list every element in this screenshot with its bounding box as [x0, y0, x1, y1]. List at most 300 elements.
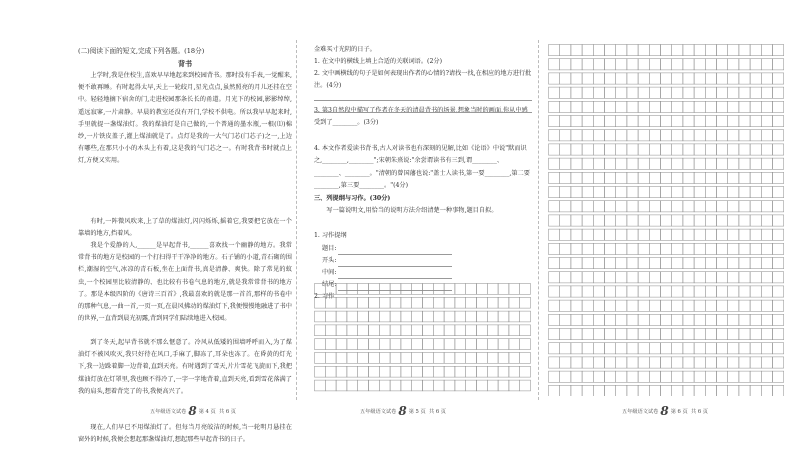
grid-cell[interactable]: [649, 272, 660, 283]
grid-cell[interactable]: [638, 187, 649, 198]
grid-cell[interactable]: [649, 144, 660, 155]
grid-cell[interactable]: [549, 187, 560, 198]
grid-cell[interactable]: [683, 357, 694, 368]
grid-cell[interactable]: [638, 144, 649, 155]
grid-cell[interactable]: [379, 325, 390, 336]
grid-cell[interactable]: [761, 73, 772, 84]
grid-cell[interactable]: [649, 258, 660, 269]
grid-cell[interactable]: [739, 172, 750, 183]
grid-cell[interactable]: [638, 371, 649, 382]
grid-cell[interactable]: [761, 329, 772, 340]
grid-cell[interactable]: [739, 343, 750, 354]
grid-cell[interactable]: [616, 116, 627, 127]
grid-cell[interactable]: [627, 172, 638, 183]
grid-cell[interactable]: [694, 258, 705, 269]
outline-field-opening[interactable]: 开头:: [322, 255, 452, 267]
grid-cell[interactable]: [336, 339, 347, 350]
grid-cell[interactable]: [582, 158, 593, 169]
grid-cell[interactable]: [750, 314, 761, 325]
grid-cell[interactable]: [433, 325, 444, 336]
grid-cell[interactable]: [705, 130, 716, 141]
grid-cell[interactable]: [582, 300, 593, 311]
grid-cell[interactable]: [401, 325, 412, 336]
grid-cell[interactable]: [761, 286, 772, 297]
grid-cell[interactable]: [616, 172, 627, 183]
grid-cell[interactable]: [616, 371, 627, 382]
grid-cell[interactable]: [694, 243, 705, 254]
grid-cell[interactable]: [401, 380, 412, 391]
grid-cell[interactable]: [616, 187, 627, 198]
grid-cell[interactable]: [593, 45, 604, 56]
grid-cell[interactable]: [487, 339, 498, 350]
grid-cell[interactable]: [560, 385, 571, 396]
grid-cell[interactable]: [560, 116, 571, 127]
grid-cell[interactable]: [487, 325, 498, 336]
grid-cell[interactable]: [728, 130, 739, 141]
grid-cell[interactable]: [672, 385, 683, 396]
grid-cell[interactable]: [325, 366, 336, 377]
grid-cell[interactable]: [444, 353, 455, 364]
grid-cell[interactable]: [325, 353, 336, 364]
grid-cell[interactable]: [649, 130, 660, 141]
grid-cell[interactable]: [347, 284, 358, 295]
grid-cell[interactable]: [466, 366, 477, 377]
grid-cell[interactable]: [761, 45, 772, 56]
grid-cell[interactable]: [649, 385, 660, 396]
grid-cell[interactable]: [593, 187, 604, 198]
grid-cell[interactable]: [369, 339, 380, 350]
grid-cell[interactable]: [661, 314, 672, 325]
grid-cell[interactable]: [750, 158, 761, 169]
grid-cell[interactable]: [315, 284, 326, 295]
grid-cell[interactable]: [549, 272, 560, 283]
grid-cell[interactable]: [739, 371, 750, 382]
grid-cell[interactable]: [773, 385, 784, 396]
grid-cell[interactable]: [549, 300, 560, 311]
grid-cell[interactable]: [728, 187, 739, 198]
grid-cell[interactable]: [605, 357, 616, 368]
grid-cell[interactable]: [750, 187, 761, 198]
grid-cell[interactable]: [739, 87, 750, 98]
grid-cell[interactable]: [638, 357, 649, 368]
grid-cell[interactable]: [661, 343, 672, 354]
grid-cell[interactable]: [582, 229, 593, 240]
grid-cell[interactable]: [694, 87, 705, 98]
grid-cell[interactable]: [549, 258, 560, 269]
grid-cell[interactable]: [616, 314, 627, 325]
grid-cell[interactable]: [560, 371, 571, 382]
grid-cell[interactable]: [582, 101, 593, 112]
grid-cell[interactable]: [649, 357, 660, 368]
grid-cell[interactable]: [773, 229, 784, 240]
grid-cell[interactable]: [661, 329, 672, 340]
grid-cell[interactable]: [582, 59, 593, 70]
grid-cell[interactable]: [390, 297, 401, 308]
grid-cell[interactable]: [605, 243, 616, 254]
grid-cell[interactable]: [638, 45, 649, 56]
grid-cell[interactable]: [672, 187, 683, 198]
grid-cell[interactable]: [616, 243, 627, 254]
grid-cell[interactable]: [487, 284, 498, 295]
grid-cell[interactable]: [616, 229, 627, 240]
grid-cell[interactable]: [605, 87, 616, 98]
grid-cell[interactable]: [649, 243, 660, 254]
grid-cell[interactable]: [560, 343, 571, 354]
grid-cell[interactable]: [683, 59, 694, 70]
grid-cell[interactable]: [423, 297, 434, 308]
grid-cell[interactable]: [761, 215, 772, 226]
grid-cell[interactable]: [593, 116, 604, 127]
grid-cell[interactable]: [649, 201, 660, 212]
grid-cell[interactable]: [593, 258, 604, 269]
grid-cell[interactable]: [672, 258, 683, 269]
grid-cell[interactable]: [750, 385, 761, 396]
grid-cell[interactable]: [379, 311, 390, 322]
grid-cell[interactable]: [605, 329, 616, 340]
grid-cell[interactable]: [761, 371, 772, 382]
grid-cell[interactable]: [444, 339, 455, 350]
grid-cell[interactable]: [379, 366, 390, 377]
grid-cell[interactable]: [369, 353, 380, 364]
grid-cell[interactable]: [571, 243, 582, 254]
grid-cell[interactable]: [750, 357, 761, 368]
grid-cell[interactable]: [717, 343, 728, 354]
grid-cell[interactable]: [705, 201, 716, 212]
grid-cell[interactable]: [627, 158, 638, 169]
grid-cell[interactable]: [705, 357, 716, 368]
grid-cell[interactable]: [444, 297, 455, 308]
grid-cell[interactable]: [694, 158, 705, 169]
grid-cell[interactable]: [672, 172, 683, 183]
grid-cell[interactable]: [705, 45, 716, 56]
grid-cell[interactable]: [717, 116, 728, 127]
grid-cell[interactable]: [477, 297, 488, 308]
grid-cell[interactable]: [649, 116, 660, 127]
grid-cell[interactable]: [593, 144, 604, 155]
grid-cell[interactable]: [549, 286, 560, 297]
grid-cell[interactable]: [761, 87, 772, 98]
grid-cell[interactable]: [444, 325, 455, 336]
grid-cell[interactable]: [605, 258, 616, 269]
grid-cell[interactable]: [616, 385, 627, 396]
grid-cell[interactable]: [509, 339, 520, 350]
grid-cell[interactable]: [728, 172, 739, 183]
grid-cell[interactable]: [672, 144, 683, 155]
grid-cell[interactable]: [649, 45, 660, 56]
grid-cell[interactable]: [509, 380, 520, 391]
grid-cell[interactable]: [649, 329, 660, 340]
grid-cell[interactable]: [705, 258, 716, 269]
grid-cell[interactable]: [683, 286, 694, 297]
grid-cell[interactable]: [672, 272, 683, 283]
grid-cell[interactable]: [560, 45, 571, 56]
grid-cell[interactable]: [487, 366, 498, 377]
grid-cell[interactable]: [661, 172, 672, 183]
grid-cell[interactable]: [761, 172, 772, 183]
grid-cell[interactable]: [638, 343, 649, 354]
grid-cell[interactable]: [683, 187, 694, 198]
grid-cell[interactable]: [336, 380, 347, 391]
grid-cell[interactable]: [560, 172, 571, 183]
grid-cell[interactable]: [728, 87, 739, 98]
grid-cell[interactable]: [325, 380, 336, 391]
grid-cell[interactable]: [750, 101, 761, 112]
grid-cell[interactable]: [616, 59, 627, 70]
grid-cell[interactable]: [571, 286, 582, 297]
grid-cell[interactable]: [571, 272, 582, 283]
grid-cell[interactable]: [773, 172, 784, 183]
grid-cell[interactable]: [717, 172, 728, 183]
grid-cell[interactable]: [390, 339, 401, 350]
grid-cell[interactable]: [520, 339, 531, 350]
grid-cell[interactable]: [498, 284, 509, 295]
grid-cell[interactable]: [616, 272, 627, 283]
grid-cell[interactable]: [761, 243, 772, 254]
grid-cell[interactable]: [773, 187, 784, 198]
grid-cell[interactable]: [549, 144, 560, 155]
grid-cell[interactable]: [477, 339, 488, 350]
grid-cell[interactable]: [401, 284, 412, 295]
grid-cell[interactable]: [672, 229, 683, 240]
grid-cell[interactable]: [560, 329, 571, 340]
grid-cell[interactable]: [520, 366, 531, 377]
grid-cell[interactable]: [358, 311, 369, 322]
grid-cell[interactable]: [433, 311, 444, 322]
grid-cell[interactable]: [638, 201, 649, 212]
grid-cell[interactable]: [761, 101, 772, 112]
grid-cell[interactable]: [390, 366, 401, 377]
grid-cell[interactable]: [739, 357, 750, 368]
grid-cell[interactable]: [750, 272, 761, 283]
grid-cell[interactable]: [638, 385, 649, 396]
grid-cell[interactable]: [444, 380, 455, 391]
grid-cell[interactable]: [593, 215, 604, 226]
grid-cell[interactable]: [412, 380, 423, 391]
grid-cell[interactable]: [487, 380, 498, 391]
grid-cell[interactable]: [705, 101, 716, 112]
grid-cell[interactable]: [423, 311, 434, 322]
grid-cell[interactable]: [616, 101, 627, 112]
grid-cell[interactable]: [694, 329, 705, 340]
grid-cell[interactable]: [672, 73, 683, 84]
grid-cell[interactable]: [549, 130, 560, 141]
grid-cell[interactable]: [773, 286, 784, 297]
grid-cell[interactable]: [705, 73, 716, 84]
grid-cell[interactable]: [638, 300, 649, 311]
grid-cell[interactable]: [605, 229, 616, 240]
grid-cell[interactable]: [616, 158, 627, 169]
grid-cell[interactable]: [571, 329, 582, 340]
grid-cell[interactable]: [593, 272, 604, 283]
grid-cell[interactable]: [694, 215, 705, 226]
grid-cell[interactable]: [315, 380, 326, 391]
grid-cell[interactable]: [347, 297, 358, 308]
grid-cell[interactable]: [728, 357, 739, 368]
grid-cell[interactable]: [683, 130, 694, 141]
grid-cell[interactable]: [347, 325, 358, 336]
grid-cell[interactable]: [627, 215, 638, 226]
grid-cell[interactable]: [336, 325, 347, 336]
grid-cell[interactable]: [750, 329, 761, 340]
grid-cell[interactable]: [773, 116, 784, 127]
grid-cell[interactable]: [761, 314, 772, 325]
grid-cell[interactable]: [661, 201, 672, 212]
grid-cell[interactable]: [672, 286, 683, 297]
grid-cell[interactable]: [739, 144, 750, 155]
grid-cell[interactable]: [616, 343, 627, 354]
answer-line[interactable]: [314, 100, 532, 101]
grid-cell[interactable]: [315, 297, 326, 308]
grid-cell[interactable]: [616, 130, 627, 141]
grid-cell[interactable]: [616, 87, 627, 98]
grid-cell[interactable]: [433, 284, 444, 295]
outline-field-ending[interactable]: 结尾:: [322, 279, 452, 291]
grid-cell[interactable]: [627, 314, 638, 325]
grid-cell[interactable]: [560, 215, 571, 226]
grid-cell[interactable]: [728, 371, 739, 382]
grid-cell[interactable]: [390, 325, 401, 336]
grid-cell[interactable]: [638, 258, 649, 269]
grid-cell[interactable]: [638, 229, 649, 240]
grid-cell[interactable]: [412, 325, 423, 336]
grid-cell[interactable]: [605, 116, 616, 127]
grid-cell[interactable]: [358, 339, 369, 350]
grid-cell[interactable]: [593, 158, 604, 169]
grid-cell[interactable]: [728, 144, 739, 155]
grid-cell[interactable]: [582, 130, 593, 141]
grid-cell[interactable]: [717, 286, 728, 297]
grid-cell[interactable]: [455, 339, 466, 350]
grid-cell[interactable]: [605, 187, 616, 198]
grid-cell[interactable]: [739, 130, 750, 141]
grid-cell[interactable]: [560, 130, 571, 141]
grid-cell[interactable]: [571, 59, 582, 70]
grid-cell[interactable]: [627, 229, 638, 240]
grid-cell[interactable]: [549, 45, 560, 56]
grid-cell[interactable]: [466, 311, 477, 322]
grid-cell[interactable]: [593, 87, 604, 98]
grid-cell[interactable]: [627, 371, 638, 382]
grid-cell[interactable]: [455, 311, 466, 322]
grid-cell[interactable]: [593, 243, 604, 254]
grid-cell[interactable]: [627, 130, 638, 141]
grid-cell[interactable]: [466, 353, 477, 364]
grid-cell[interactable]: [705, 144, 716, 155]
grid-cell[interactable]: [627, 357, 638, 368]
grid-cell[interactable]: [717, 187, 728, 198]
grid-cell[interactable]: [336, 353, 347, 364]
grid-cell[interactable]: [717, 329, 728, 340]
grid-cell[interactable]: [571, 229, 582, 240]
grid-cell[interactable]: [627, 329, 638, 340]
grid-cell[interactable]: [593, 201, 604, 212]
grid-cell[interactable]: [627, 272, 638, 283]
outline-field-title[interactable]: 题目:: [322, 243, 452, 255]
grid-cell[interactable]: [705, 229, 716, 240]
grid-cell[interactable]: [571, 215, 582, 226]
grid-cell[interactable]: [498, 380, 509, 391]
grid-cell[interactable]: [683, 272, 694, 283]
grid-cell[interactable]: [627, 300, 638, 311]
grid-cell[interactable]: [694, 172, 705, 183]
grid-cell[interactable]: [627, 73, 638, 84]
grid-cell[interactable]: [582, 87, 593, 98]
grid-cell[interactable]: [750, 59, 761, 70]
grid-cell[interactable]: [761, 201, 772, 212]
grid-cell[interactable]: [627, 385, 638, 396]
grid-cell[interactable]: [649, 300, 660, 311]
grid-cell[interactable]: [773, 300, 784, 311]
writing-grid[interactable]: [548, 44, 784, 396]
grid-cell[interactable]: [605, 300, 616, 311]
grid-cell[interactable]: [683, 215, 694, 226]
grid-cell[interactable]: [705, 300, 716, 311]
grid-cell[interactable]: [661, 215, 672, 226]
grid-cell[interactable]: [549, 385, 560, 396]
grid-cell[interactable]: [728, 101, 739, 112]
grid-cell[interactable]: [509, 353, 520, 364]
grid-cell[interactable]: [582, 73, 593, 84]
grid-cell[interactable]: [347, 339, 358, 350]
grid-cell[interactable]: [739, 215, 750, 226]
grid-cell[interactable]: [773, 201, 784, 212]
grid-cell[interactable]: [638, 59, 649, 70]
grid-cell[interactable]: [423, 339, 434, 350]
grid-cell[interactable]: [325, 297, 336, 308]
grid-cell[interactable]: [466, 325, 477, 336]
grid-cell[interactable]: [739, 45, 750, 56]
grid-cell[interactable]: [401, 339, 412, 350]
grid-cell[interactable]: [705, 172, 716, 183]
grid-cell[interactable]: [593, 385, 604, 396]
grid-cell[interactable]: [549, 73, 560, 84]
grid-cell[interactable]: [761, 357, 772, 368]
grid-cell[interactable]: [739, 314, 750, 325]
grid-cell[interactable]: [549, 116, 560, 127]
grid-cell[interactable]: [750, 300, 761, 311]
grid-cell[interactable]: [582, 201, 593, 212]
grid-cell[interactable]: [705, 272, 716, 283]
grid-cell[interactable]: [571, 357, 582, 368]
grid-cell[interactable]: [694, 101, 705, 112]
grid-cell[interactable]: [498, 339, 509, 350]
grid-cell[interactable]: [571, 116, 582, 127]
grid-cell[interactable]: [661, 357, 672, 368]
grid-cell[interactable]: [390, 353, 401, 364]
grid-cell[interactable]: [477, 353, 488, 364]
grid-cell[interactable]: [520, 284, 531, 295]
grid-cell[interactable]: [423, 325, 434, 336]
grid-cell[interactable]: [728, 73, 739, 84]
grid-cell[interactable]: [390, 284, 401, 295]
grid-cell[interactable]: [605, 343, 616, 354]
grid-cell[interactable]: [560, 158, 571, 169]
grid-cell[interactable]: [605, 59, 616, 70]
grid-cell[interactable]: [705, 187, 716, 198]
grid-cell[interactable]: [582, 385, 593, 396]
writing-grid[interactable]: [314, 283, 532, 397]
grid-cell[interactable]: [401, 297, 412, 308]
grid-cell[interactable]: [705, 314, 716, 325]
grid-cell[interactable]: [750, 144, 761, 155]
grid-cell[interactable]: [433, 380, 444, 391]
grid-cell[interactable]: [549, 329, 560, 340]
grid-cell[interactable]: [661, 144, 672, 155]
grid-cell[interactable]: [705, 243, 716, 254]
grid-cell[interactable]: [638, 329, 649, 340]
grid-cell[interactable]: [571, 385, 582, 396]
grid-cell[interactable]: [605, 371, 616, 382]
